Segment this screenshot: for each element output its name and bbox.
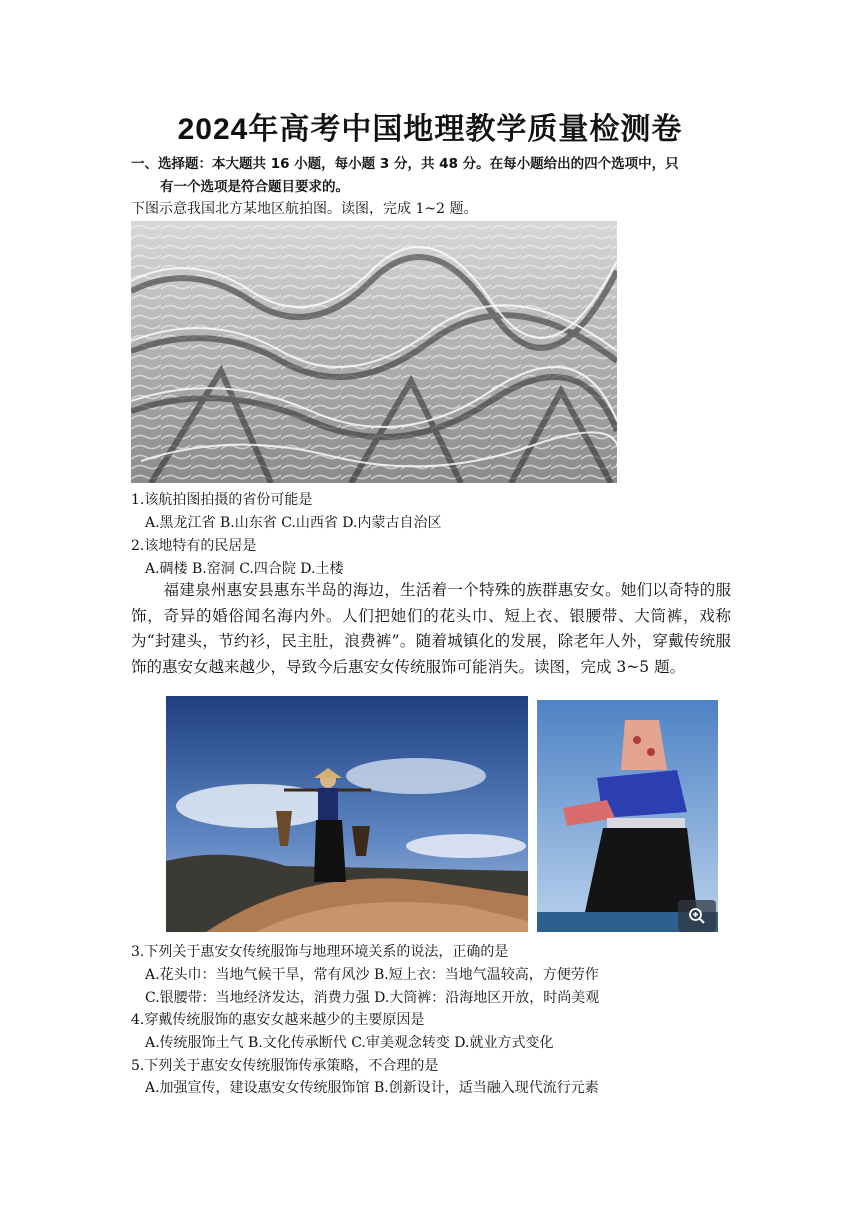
section-heading-line1: 一、选择题：本大题共 16 小题，每小题 3 分，共 48 分。在每小题给出的四个选项中，只 <box>131 156 679 172</box>
q3-stem: 3.下列关于惠安女传统服饰与地理环境关系的说法，正确的是 <box>131 944 509 960</box>
q5-stem: 5.下列关于惠安女传统服饰传承策略，不合理的是 <box>131 1058 439 1074</box>
photo-huian-woman-shore <box>166 696 528 932</box>
exam-title: 2024年高考中国地理教学质量检测卷 <box>177 113 683 146</box>
q1-stem: 1.该航拍图拍摄的省份可能是 <box>131 492 313 508</box>
photo-huian-woman-closeup <box>537 700 718 932</box>
q4-options: A.传统服饰土气 B.文化传承断代 C.审美观念转变 D.就业方式变化 <box>145 1035 554 1051</box>
q3-options-cd: C.银腰带：当地经济发达，消费力强 D.大筒裤：沿海地区开放，时尚美观 <box>145 990 600 1006</box>
section-heading-line2: 有一个选项是符合题目要求的。 <box>160 179 349 195</box>
q4-stem: 4.穿戴传统服饰的惠安女越来越少的主要原因是 <box>131 1012 425 1028</box>
aerial-photo-loess-plateau <box>131 221 617 483</box>
q1-options: A.黑龙江省 B.山东省 C.山西省 D.内蒙古自治区 <box>145 515 442 531</box>
intro-q1-2: 下图示意我国北方某地区航拍图。读图，完成 1~2 题。 <box>131 201 478 217</box>
q5-options: A.加强宣传，建设惠安女传统服饰馆 B.创新设计，适当融入现代流行元素 <box>145 1080 599 1096</box>
q3-options-ab: A.花头巾：当地气候干旱，常有风沙 B.短上衣：当地气温较高，方便劳作 <box>145 967 599 983</box>
q2-stem: 2.该地特有的民居是 <box>131 538 257 554</box>
huian-passage: 福建泉州惠安县惠东半岛的海边，生活着一个特殊的族群惠安女。她们以奇特的服饰，奇异的婚俗闻名海内外。人们把她们的花头巾、短上衣、银腰带、大筒裤，戏称为“封建头，节约衫，民主肚，浪费裤”。随着城镇化的发展，除老年人外，穿戴传统服饰的惠安女越来越少，导致今后惠安女传统服饰可能消失。读图，完成 3~5 题。 <box>131 581 731 676</box>
zoom-in-icon <box>688 907 706 925</box>
q2-options: A.碉楼 B.窑洞 C.四合院 D.土楼 <box>145 561 344 577</box>
zoom-button[interactable] <box>678 900 716 932</box>
